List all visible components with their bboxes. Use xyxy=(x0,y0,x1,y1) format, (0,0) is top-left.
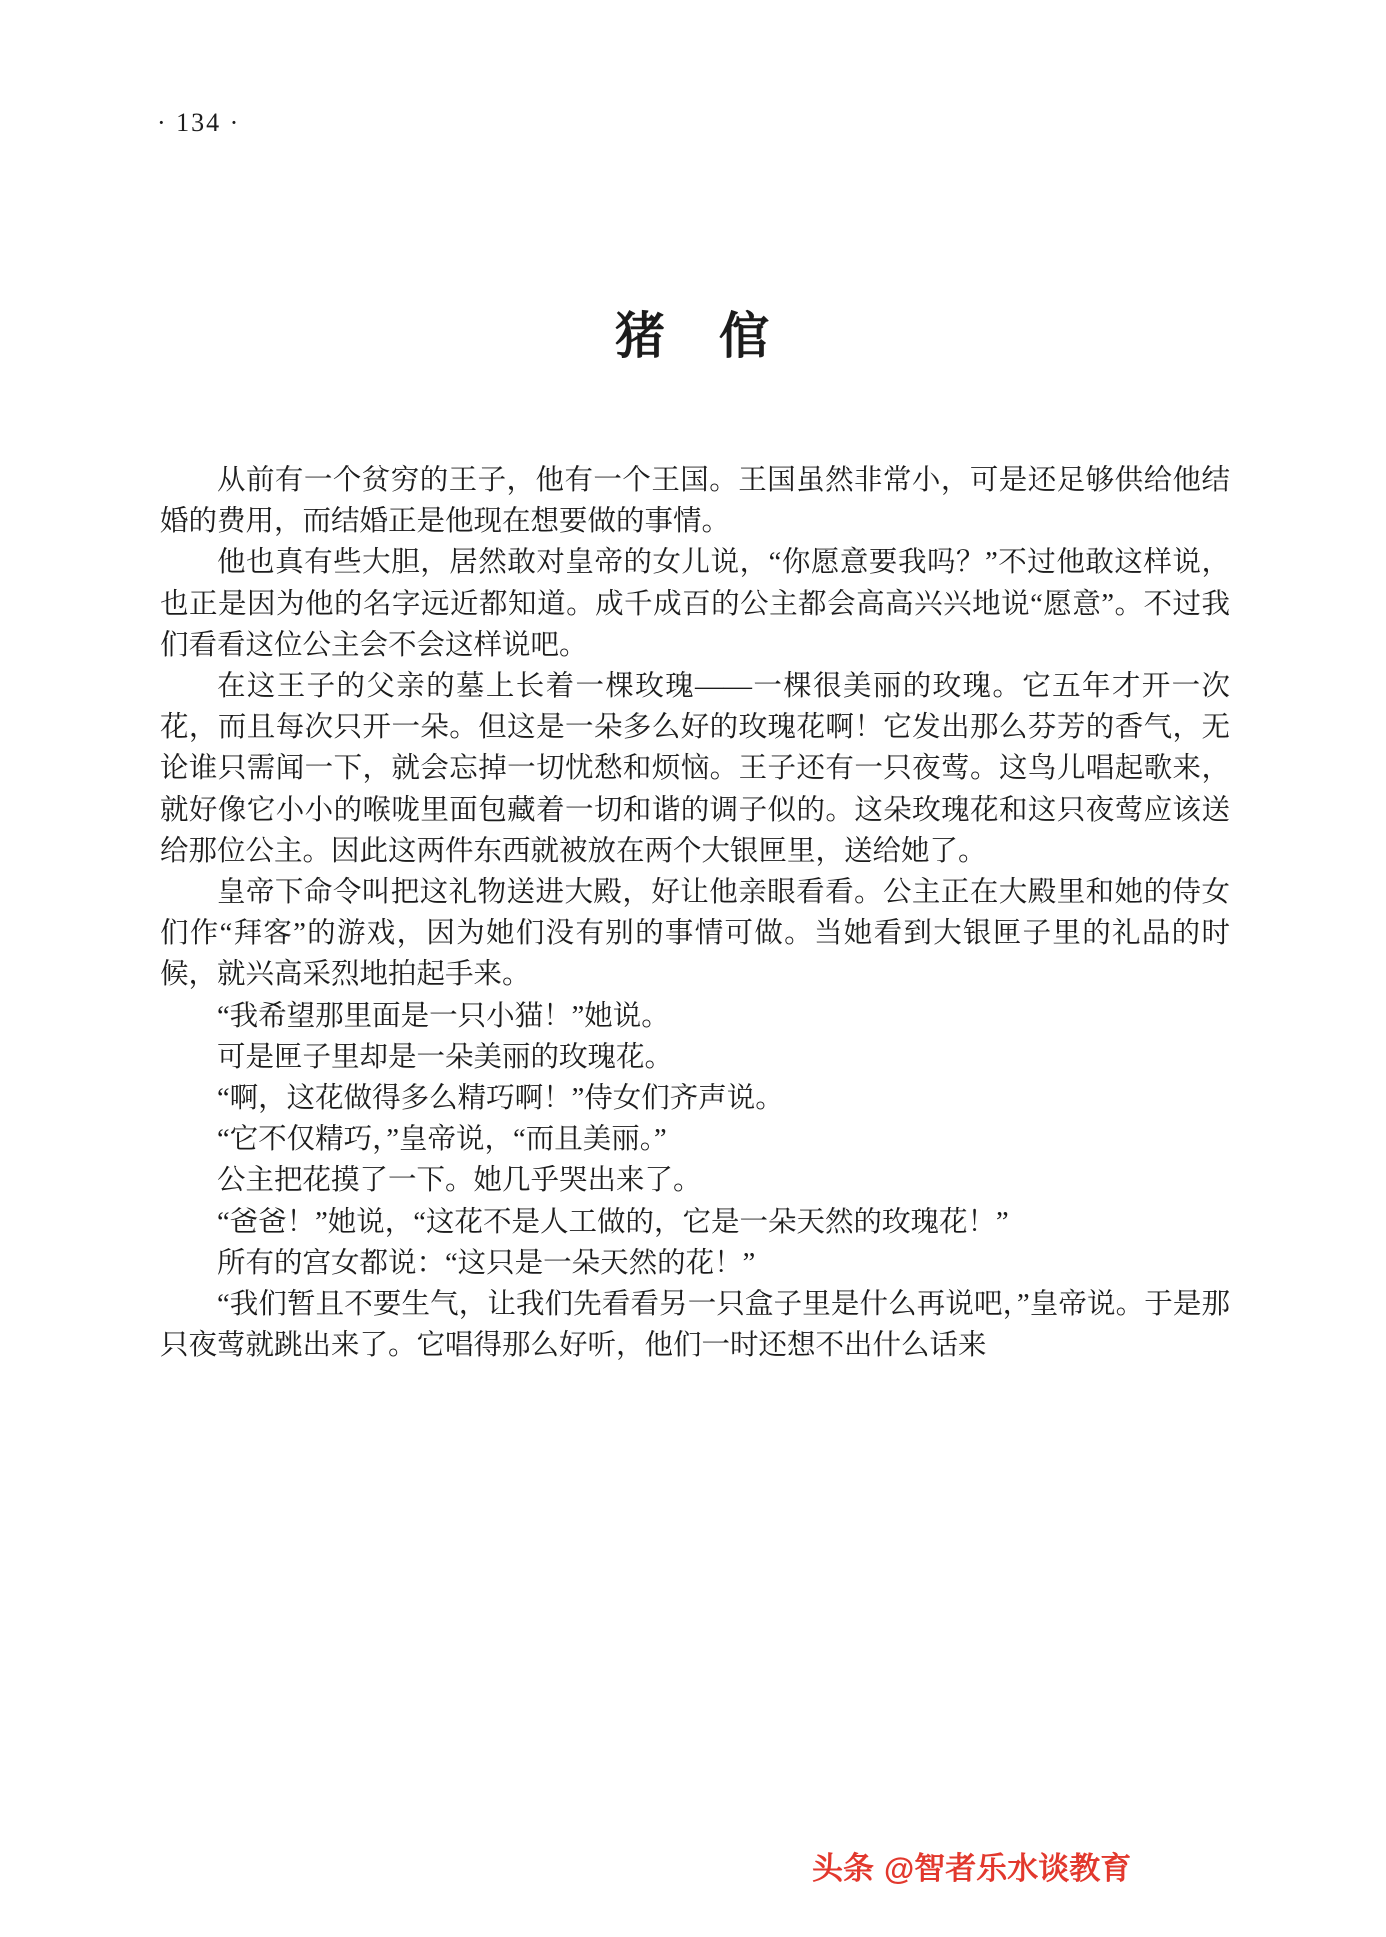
paragraph: 所有的宫女都说：“这只是一朵天然的花！” xyxy=(217,1247,756,1279)
chapter-body xyxy=(160,460,1230,1366)
chapter-title: 猪 倌 xyxy=(615,308,771,364)
page-number: · 134 · xyxy=(157,108,241,137)
paragraph: 公主把花摸了一下。她几乎哭出来了。 xyxy=(217,1165,702,1197)
paragraph: “它不仅精巧，”皇帝说，“而且美丽。” xyxy=(217,1124,667,1156)
paragraph: 他也真有些大胆，居然敢对皇帝的女儿说，“你愿意要我吗？”不过他敢这样说，也正是因为他的名字远近都知道。成千成百的公主都会高高兴兴地说“愿意”。不过我们看看这位公主会不会这样说吧。 xyxy=(160,547,1230,661)
toutiao-logo-text: 头条 xyxy=(812,1851,874,1886)
paragraph: 皇帝下命令叫把这礼物送进大殿，好让他亲眼看看。公主正在大殿里和她的侍女们作“拜客”的游戏，因为她们没有别的事情可做。当她看到大银匣子里的礼品的时候，就兴高采烈地拍起手来。 xyxy=(160,877,1230,991)
paragraph: “爸爸！”她说，“这花不是人工做的，它是一朵天然的玫瑰花！” xyxy=(217,1206,1009,1238)
paragraph: “我们暂且不要生气，让我们先看看另一只盒子里是什么再说吧，”皇帝说。于是那只夜莺就跳出来了。它唱得那么好听，他们一时还想不出什么话来 xyxy=(160,1289,1230,1362)
paragraph: “我希望那里面是一只小猫！”她说。 xyxy=(217,1000,670,1032)
watermark xyxy=(812,1843,1131,1888)
paragraph: 在这王子的父亲的墓上长着一棵玫瑰——一棵很美丽的玫瑰。它五年才开一次花，而且每次只开一朵。但这是一朵多么好的玫瑰花啊！它发出那么芬芳的香气，无论谁只需闻一下，就会忘掉一切忧愁和烦恼。王子还有一只夜莺。这鸟儿唱起歌来，就好像它小小的喉咙里面包藏着一切和谐的调子似的。这朵玫瑰花和这只夜莺应该送给那位公主。因此这两件东西就被放在两个大银匣里，送给她了。 xyxy=(160,671,1230,867)
paragraph: “啊，这花做得多么精巧啊！”侍女们齐声说。 xyxy=(217,1083,784,1115)
paragraph: 从前有一个贫穷的王子，他有一个王国。王国虽然非常小，可是还足够供给他结婚的费用，而结婚正是他现在想要做的事情。 xyxy=(160,465,1230,538)
watermark-handle: @智者乐水谈教育 xyxy=(884,1851,1132,1886)
paragraph: 可是匣子里却是一朵美丽的玫瑰花。 xyxy=(217,1041,674,1073)
